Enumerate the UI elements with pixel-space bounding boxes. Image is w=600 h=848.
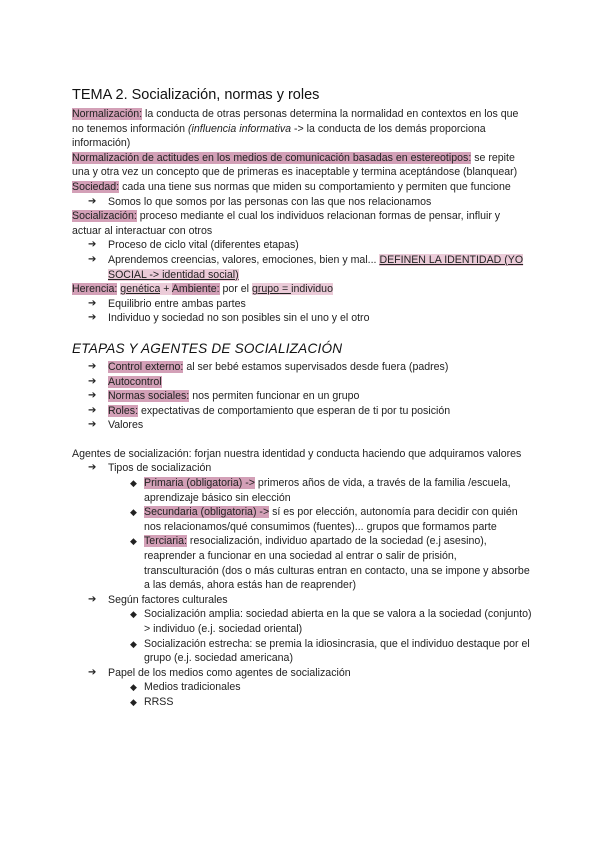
- normalizacion-term: Normalización:: [72, 108, 143, 120]
- list-item: [72, 375, 532, 390]
- normalizacion-text2: -> la conducta de los demás proporciona información): [72, 122, 486, 150]
- primaria-term: Primaria (obligatoria) ->: [144, 477, 255, 490]
- etapa-text: expectativas de comportamiento que esperan de ti por tu posición: [138, 404, 451, 417]
- list-item: ➔ Somos lo que somos por las personas con las que nos relacionamos: [72, 195, 532, 210]
- socializacion-list: [72, 238, 532, 282]
- identidad-highlight: DEFINEN LA IDENTIDAD (YO SOCIAL -> identidad social): [108, 253, 524, 281]
- etapas-list: [72, 360, 532, 433]
- list-item: ◆ Socialización estrecha: se premia la idiosincrasia, que el individuo destaque por el grupo (e.j. sociedad americana): [72, 637, 532, 666]
- equals-sign: =: [279, 283, 292, 296]
- etapa-term: Roles:: [108, 404, 139, 417]
- list-item: ◆ Socialización amplia: sociedad abierta en la que se valora a la sociedad (conjunto) > individuo (e.j. sociedad oriental): [72, 607, 532, 636]
- page-title: TEMA 2. Socialización, normas y roles: [72, 87, 320, 103]
- sociedad-term: Sociedad:: [72, 180, 120, 193]
- list-item: ➔ Equilibrio entre ambas partes: [72, 297, 532, 312]
- actitudes-term: Normalización de actitudes en los medios de comunicación basadas en estereotipos:: [72, 151, 472, 164]
- list-item: ➔ Según factores culturales: [72, 593, 532, 608]
- genetica-term: genética: [120, 283, 161, 296]
- sociedad-paragraph: [72, 180, 532, 195]
- sociedad-text: cada una tiene sus normas que miden su comportamiento y permiten que funcione: [119, 180, 511, 193]
- bullet2-pre: Aprendemos creencias, valores, emociones, bien y mal...: [108, 253, 380, 266]
- agentes-intro: Agentes de socialización: forjan nuestra identidad y conducta haciendo que adquiramos valores: [72, 447, 522, 460]
- section-heading: ETAPAS Y AGENTES DE SOCIALIZACIÓN: [72, 340, 343, 356]
- herencia-list: [72, 297, 532, 326]
- herencia-paragraph: [72, 282, 532, 297]
- individuo-term: individuo: [291, 283, 333, 296]
- list-item: ◆ RRSS: [72, 695, 532, 710]
- list-item: ➔ Tipos de socialización: [72, 461, 532, 476]
- primaria-text: primeros años de vida, a través de la familia /escuela, aprendizaje básico sin elección: [144, 477, 511, 504]
- plus-sign: +: [160, 283, 172, 296]
- secundaria-term: Secundaria (obligatoria) ->: [144, 506, 270, 519]
- etapa-text: al ser bebé estamos supervisados desde fuera (padres): [183, 360, 449, 373]
- list-item: [72, 534, 532, 592]
- list-item: ➔ Papel de los medios como agentes de socialización: [72, 666, 532, 681]
- list-item: [72, 360, 532, 375]
- list-item: ◆ Medios tradicionales: [72, 680, 532, 695]
- grupo-term: grupo: [251, 283, 280, 296]
- normalizacion-paragraph: [72, 107, 532, 151]
- actitudes-text: se repite una y otra vez un concepto que de primeras es inaceptable y termina aceptándose (blanquear): [72, 151, 518, 179]
- por-el: por el: [219, 283, 252, 296]
- document-page: [72, 86, 532, 710]
- etapa-text: nos permiten funcionar en un grupo: [189, 390, 360, 403]
- socializacion-text: proceso mediante el cual los individuos relacionan formas de pensar, influir y actuar al interactuar con otros: [72, 210, 501, 237]
- terciaria-term: Terciaria:: [144, 535, 187, 548]
- etapa-term: Autocontrol: [108, 375, 162, 388]
- list-item: [72, 404, 532, 419]
- agentes-list: [72, 461, 532, 709]
- socializacion-paragraph: [72, 209, 532, 238]
- list-item: ➔ Individuo y sociedad no son posibles sin el uno y el otro: [72, 311, 532, 326]
- ambiente-term: Ambiente:: [171, 283, 220, 296]
- herencia-term: Herencia:: [72, 283, 118, 296]
- sociedad-list: [72, 195, 532, 210]
- normalizacion-italic: (influencia informativa: [188, 122, 292, 135]
- list-item: [72, 505, 532, 534]
- etapa-term: Normas sociales:: [108, 390, 190, 403]
- list-item: [72, 253, 532, 282]
- etapa-term: Control externo:: [108, 360, 184, 373]
- list-item: ➔ Valores: [72, 418, 532, 433]
- list-item: ➔ Proceso de ciclo vital (diferentes etapas): [72, 238, 532, 253]
- socializacion-term: Socialización:: [72, 210, 137, 223]
- spacer: [72, 433, 532, 447]
- list-item: [72, 476, 532, 505]
- secundaria-text: sí es por elección, autonomía para decidir con quién nos relacionamos/qué consumimos (fuentes)... grupos que formamos parte: [144, 506, 518, 533]
- list-item: [72, 389, 532, 404]
- actitudes-paragraph: [72, 151, 532, 180]
- terciaria-text: resocialización, individuo apartado de la sociedad (e.j asesino), reaprender a funcionar en una sociedad al entrar o salir de prisión, transculturación (dos o más culturas entran en contacto, una se impone y absorbe a las demás, ahora estás han de reaprender): [144, 535, 530, 592]
- normalizacion-text1: la conducta de otras personas determina la normalidad en contextos en los que no tenemos información: [72, 108, 519, 135]
